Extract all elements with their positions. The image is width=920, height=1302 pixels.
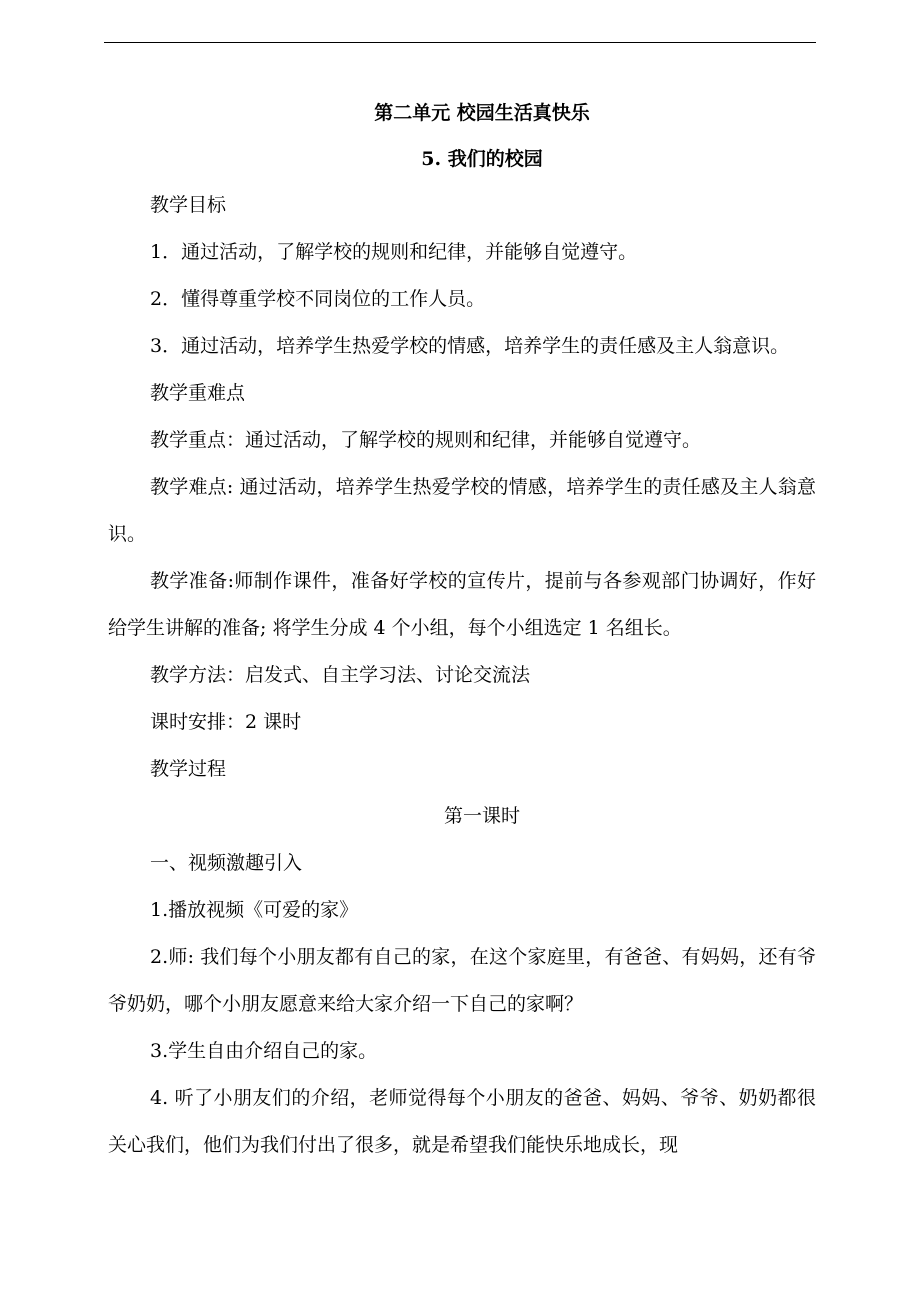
section-heading-key-points: 教学重难点 xyxy=(150,382,246,404)
section-heading-process: 教学过程 xyxy=(150,758,227,780)
method-paragraph: 教学方法：启发式、自主学习法、讨论交流法 xyxy=(150,664,531,686)
header-rule xyxy=(104,42,816,43)
lesson-period-heading: 第一课时 xyxy=(443,805,520,827)
document-body xyxy=(108,90,816,1169)
unit-title: 第二单元 校园生活真快乐 xyxy=(374,102,590,124)
step-item: 3.学生自由介绍自己的家。 xyxy=(150,1040,378,1062)
lesson-title: 5. 我们的校园 xyxy=(421,148,543,170)
difficult-point-paragraph: 教学难点: 通过活动，培养学生热爱学校的情感，培养学生的责任感及主人翁意识。 xyxy=(108,476,816,545)
step-item: 2.师: 我们每个小朋友都有自己的家，在这个家庭里，有爸爸、有妈妈，还有爷爷奶奶，哪个小朋友愿意来给大家介绍一下自己的家啊？ xyxy=(108,946,816,1015)
objective-item: 1．通过活动，了解学校的规则和纪律，并能够自觉遵守。 xyxy=(150,241,638,263)
step-item: 1.播放视频《可爱的家》 xyxy=(150,899,359,921)
preparation-paragraph: 教学准备:师制作课件，准备好学校的宣传片，提前与各参观部门协调好，作好给学生讲解的准备; 将学生分成 4 个小组，每个小组选定 1 名组长。 xyxy=(108,570,816,639)
key-point-paragraph: 教学重点：通过活动，了解学校的规则和纪律，并能够自觉遵守。 xyxy=(150,429,702,451)
step-heading: 一、视频激趣引入 xyxy=(150,852,303,874)
step-item: 4. 听了小朋友们的介绍，老师觉得每个小朋友的爸爸、妈妈、爷爷、奶奶都很关心我们，他们为我们付出了很多，就是希望我们能快乐地成长，现 xyxy=(108,1087,816,1156)
schedule-paragraph: 课时安排：2 课时 xyxy=(150,711,302,733)
objective-item: 2．懂得尊重学校不同岗位的工作人员。 xyxy=(150,288,486,310)
section-heading-objectives: 教学目标 xyxy=(150,194,227,216)
objective-item: 3．通过活动，培养学生热爱学校的情感，培养学生的责任感及主人翁意识。 xyxy=(150,335,790,357)
